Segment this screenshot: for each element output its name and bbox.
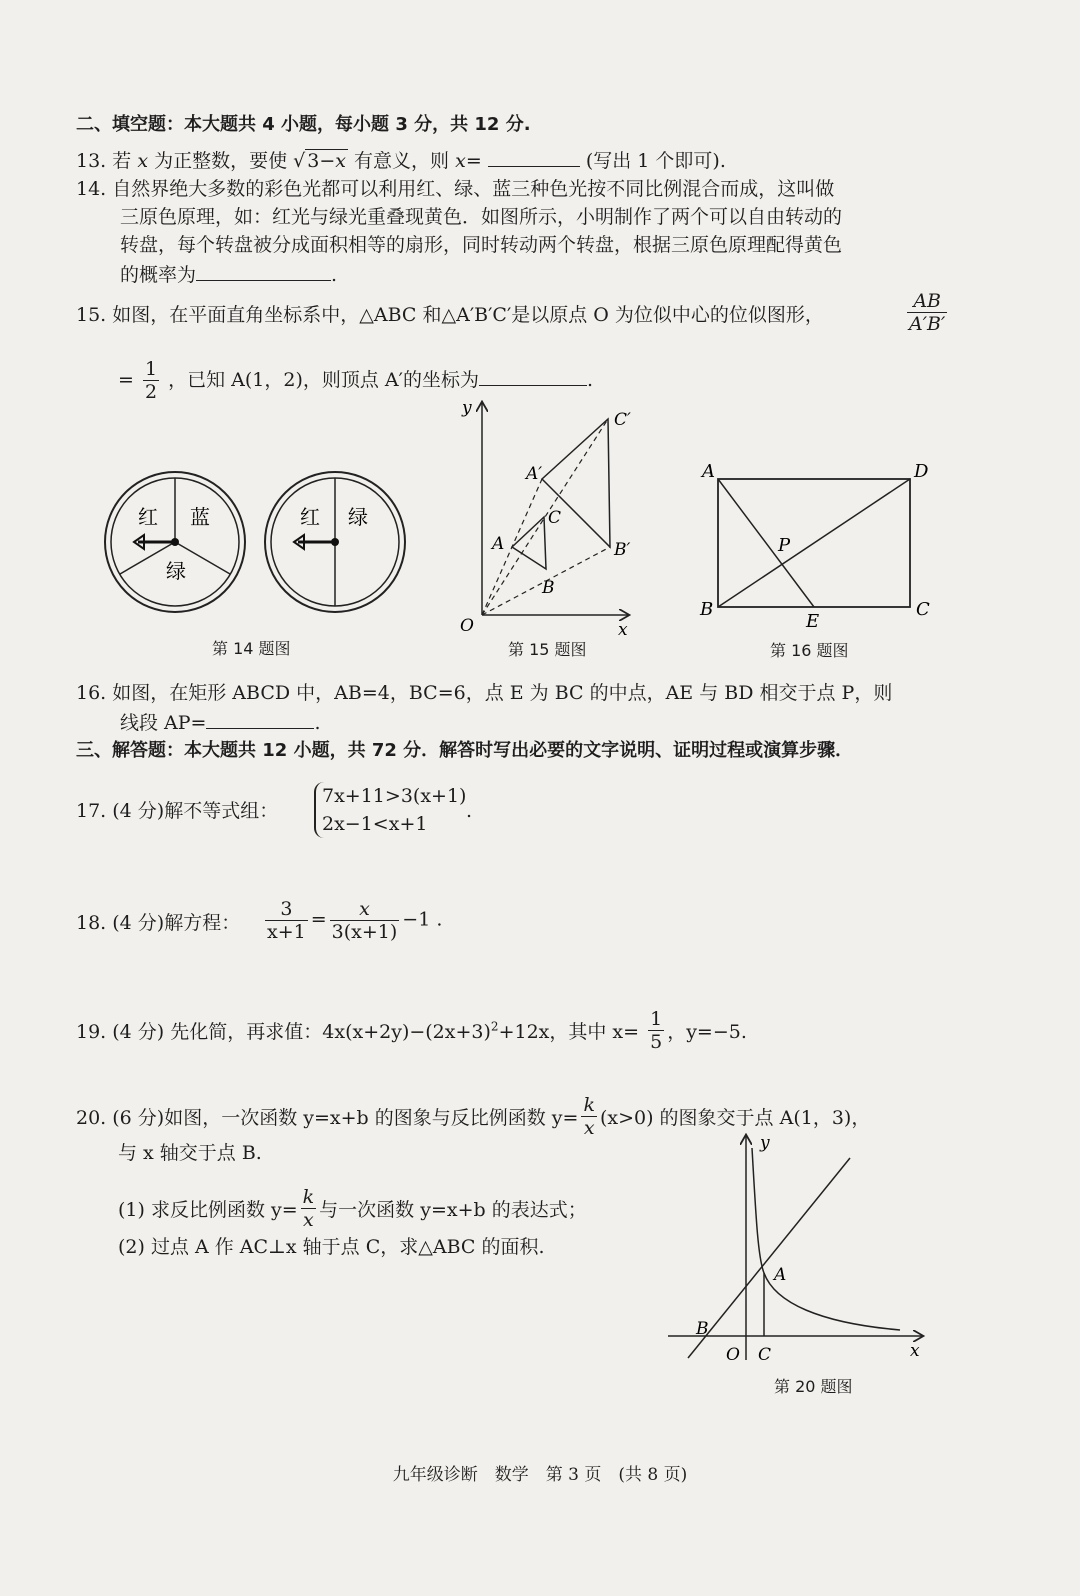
spinner-1 xyxy=(105,472,245,612)
answer-blank-16[interactable] xyxy=(206,708,314,729)
figure-14 xyxy=(100,470,420,620)
section2-heading: 二、填空题：本大题共 4 小题，每小题 3 分，共 12 分. xyxy=(76,114,531,135)
figure-label: C′ xyxy=(614,410,631,430)
question-19: 19. (4 分) 先化简，再求值：$4x(x+2y)-(2x+3)^2+12x$，其中 x= $\frac{1}{5}$ ，y=−5. xyxy=(76,1008,747,1053)
figure-label: P xyxy=(778,535,791,556)
answer-blank-13[interactable] xyxy=(488,146,580,167)
q20-part2: (2) 过点 A 作 AC⊥x 轴于点 C，求△ABC 的面积. xyxy=(118,1236,545,1258)
label-green: 绿 xyxy=(166,559,186,583)
q20-line2: 与 x 轴交于点 B. xyxy=(118,1142,262,1164)
figure-label: C xyxy=(758,1345,772,1365)
caption-15: 第 15 题图 xyxy=(508,640,587,659)
label-blue: 蓝 xyxy=(190,505,210,529)
question-18: 18. (4 分)解方程： xyxy=(76,912,241,934)
figure-20 xyxy=(660,1128,930,1368)
figure-label: O xyxy=(726,1345,740,1365)
question-15: 15. 如图，在平面直角坐标系中，△ABC 和△A′B′C′是以原点 O 为位似中心的位似图形， xyxy=(76,304,824,326)
answer-blank-14[interactable] xyxy=(196,260,331,281)
caption-16: 第 16 题图 xyxy=(770,641,849,660)
figure-label: C xyxy=(916,599,930,620)
figure-label: x xyxy=(910,1341,920,1361)
label-red-2: 红 xyxy=(300,505,320,529)
figure-label: B′ xyxy=(614,540,631,560)
question-13: 13. 若 x 为正整数，要使 √ 3−x 有意义，则 x= (写出 1 个即可). xyxy=(76,146,726,174)
inequality-system: 7x+11>3(x+1) 2x−1<x+1 xyxy=(314,782,466,838)
figure-label: D xyxy=(914,461,929,482)
sqrt-expression: √ 3−x xyxy=(293,150,346,172)
label-red: 红 xyxy=(138,505,158,529)
section3-heading: 三、解答题：本大题共 12 小题，共 72 分．解答时写出必要的文字说明、证明过程或演算步骤． xyxy=(76,740,854,761)
q20-part1: (1) 求反比例函数 y= $\frac{k}{x}$ 与一次函数 y=x+b 的表达式； xyxy=(118,1186,587,1231)
answer-blank-15[interactable] xyxy=(479,365,587,386)
figure-label: x xyxy=(618,620,628,640)
q14-line3: 转盘，每个转盘被分成面积相等的扇形，同时转动两个转盘，根据三原色原理配得黄色 xyxy=(120,234,843,256)
ratio-fraction: $\frac{AB}{A'B'}$ xyxy=(909,290,946,335)
figure-label: A′ xyxy=(526,464,543,484)
exam-page: 二、填空题：本大题共 4 小题，每小题 3 分，共 12 分. 13. 若 x 为正整数，要使 √ 3−x 有意义，则 x= (写出 1 个即可). 14. 自然界绝大多数的彩色光都可以利用红、绿、蓝三种色光按不同比例混合而成，这叫做 三原色原理，如：红光与绿光重叠现黄色．如图所示，小明制作了两个可以自由转动的 转盘，每个转盘被分成面积相等的扇形，同时转动两个转盘，根据三原色原理配得黄色 的概率为 . 15. 如图，在平面直角坐标系中，△ABC 和△A′B′C′是以原点 O 为位似中心的位似图形， $\frac{AB}{A'B'}$ = $\frac{1}{2}$ ，已知 A(1，2)，则顶点 A′的坐标为 . 红 蓝 绿 红 绿 第 14 题图 y x O A B C A′ B′ C′ 第 15 题图 A D B C E P 第 16 题图 16. 如图，在矩形 ABCD 中，AB=4，BC=6，点 E 为 BC 的中点，AE 与 BD 相交于点 P，则 线段 AP= . 三、解答题：本大题共 12 小题，共 72 分．解答时写出必要的文字说明、证明过程或演算步骤． 17. (4 分)解不等式组： 7x+11>3(x+1) 2x−1<x+1 . 18. (4 分)解方程： $\frac{3}{x+1}$ = $\frac{x}{3(x+1)}$ −1 . 19. (4 分) 先化简，再求值：$4x(x+2y)-(2x+3)^2+12x$，其中 x= $\frac{1}{5}$ ，y=−5. 20. (6 分)如图，一次函数 y=x+b 的图象与反比例函数 y= $\frac{k}{x}$ (x>0) 的图象交于点 A(1，3)， 与 x 轴交于点 B. (1) 求反比例函数 y= $\frac{k}{x}$ 与一次函数 y=x+b 的表达式； (2) 过点 A 作 AC⊥x 轴于点 C，求△ABC 的面积. y x O C A B 第 20 题图 九年级诊断 数学 第 3 页 (共 8 页) xyxy=(0,0,1080,1596)
figure-label: B xyxy=(696,1319,709,1339)
figure-15 xyxy=(450,395,640,640)
figure-label: A xyxy=(492,534,505,554)
figure-label: B xyxy=(700,599,714,620)
q13-number: 13. xyxy=(76,150,107,172)
question-20: 20. (6 分)如图，一次函数 y=x+b 的图象与反比例函数 y= $\frac{k}{x}$ (x>0) 的图象交于点 A(1，3)， xyxy=(76,1094,871,1139)
question-17: 17. (4 分)解不等式组： xyxy=(76,800,279,822)
figure-label: y xyxy=(760,1133,770,1153)
question-16: 16. 如图，在矩形 ABCD 中，AB=4，BC=6，点 E 为 BC 的中点，AE 与 BD 相交于点 P，则 xyxy=(76,682,893,704)
caption-14: 第 14 题图 xyxy=(212,639,291,658)
figure-label: C xyxy=(548,508,562,528)
figure-label: E xyxy=(806,611,820,630)
figure-label: A xyxy=(774,1265,787,1285)
q15-line2: = $\frac{1}{2}$ ，已知 A(1，2)，则顶点 A′的坐标为 . xyxy=(118,358,593,403)
page-footer: 九年级诊断 数学 第 3 页 (共 8 页) xyxy=(392,1465,688,1485)
q16-line2: 线段 AP= . xyxy=(120,708,321,736)
figure-label: B xyxy=(542,578,555,598)
caption-20: 第 20 题图 xyxy=(774,1377,853,1396)
q14-line4: 的概率为 . xyxy=(120,260,337,288)
figure-16 xyxy=(690,455,940,630)
figure-label: O xyxy=(460,616,474,636)
figure-label: A xyxy=(702,461,715,482)
label-green-2: 绿 xyxy=(348,505,368,529)
figure-label: y xyxy=(462,398,472,418)
q14-line2: 三原色原理，如：红光与绿光重叠现黄色．如图所示，小明制作了两个可以自由转动的 xyxy=(120,206,843,228)
question-14: 14. 自然界绝大多数的彩色光都可以利用红、绿、蓝三种色光按不同比例混合而成，这叫做 xyxy=(76,178,835,200)
spinner-2 xyxy=(265,472,405,612)
equation-18: $\frac{3}{x+1}$ = $\frac{x}{3(x+1)}$ −1 . xyxy=(267,898,443,943)
